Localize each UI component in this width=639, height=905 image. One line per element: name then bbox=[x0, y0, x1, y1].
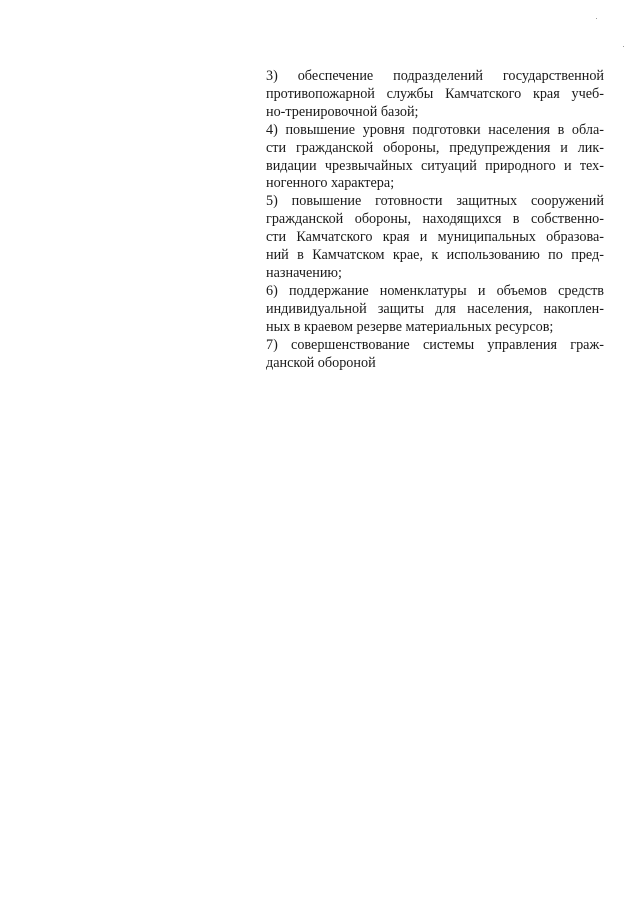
text-line: ногенного характера; bbox=[266, 175, 395, 192]
scan-speck bbox=[623, 46, 624, 47]
list-item-6 bbox=[266, 283, 604, 337]
text-line: 4) повышение уровня подготовки населения в обла- bbox=[266, 121, 604, 138]
list-item-4 bbox=[266, 122, 604, 194]
text-line: видации чрезвычайных ситуаций природного и тех- bbox=[266, 157, 604, 174]
text-line: сти гражданской обороны, предупреждения и лик- bbox=[266, 139, 604, 156]
text-line: но-тренировочной базой; bbox=[266, 103, 419, 120]
scan-speck bbox=[596, 18, 597, 19]
text-line: 3) обеспечение подразделений государственной bbox=[266, 68, 604, 84]
text-line: назначению; bbox=[266, 264, 342, 281]
text-line: противопожарной службы Камчатского края учеб- bbox=[266, 85, 604, 102]
text-line: гражданской обороны, находящихся в собственно- bbox=[266, 211, 604, 228]
text-line: 5) повышение готовности защитных сооружений bbox=[266, 193, 604, 210]
list-item-5 bbox=[266, 193, 604, 283]
text-line: 7) совершенствование системы управления граж- bbox=[266, 336, 604, 353]
text-line: индивидуальной защиты для населения, накоплен- bbox=[266, 300, 604, 317]
text-line: ний в Камчатском крае, к использованию по пред- bbox=[266, 247, 604, 264]
text-line: данской обороной bbox=[266, 354, 376, 371]
list-item-7 bbox=[266, 337, 604, 373]
text-line: сти Камчатского края и муниципальных образова- bbox=[266, 229, 604, 246]
list-item-3 bbox=[266, 68, 604, 122]
text-line: 6) поддержание номенклатуры и объемов средств bbox=[266, 282, 604, 299]
document-text-block bbox=[266, 68, 604, 372]
text-line: ных в краевом резерве материальных ресурсов; bbox=[266, 318, 554, 335]
